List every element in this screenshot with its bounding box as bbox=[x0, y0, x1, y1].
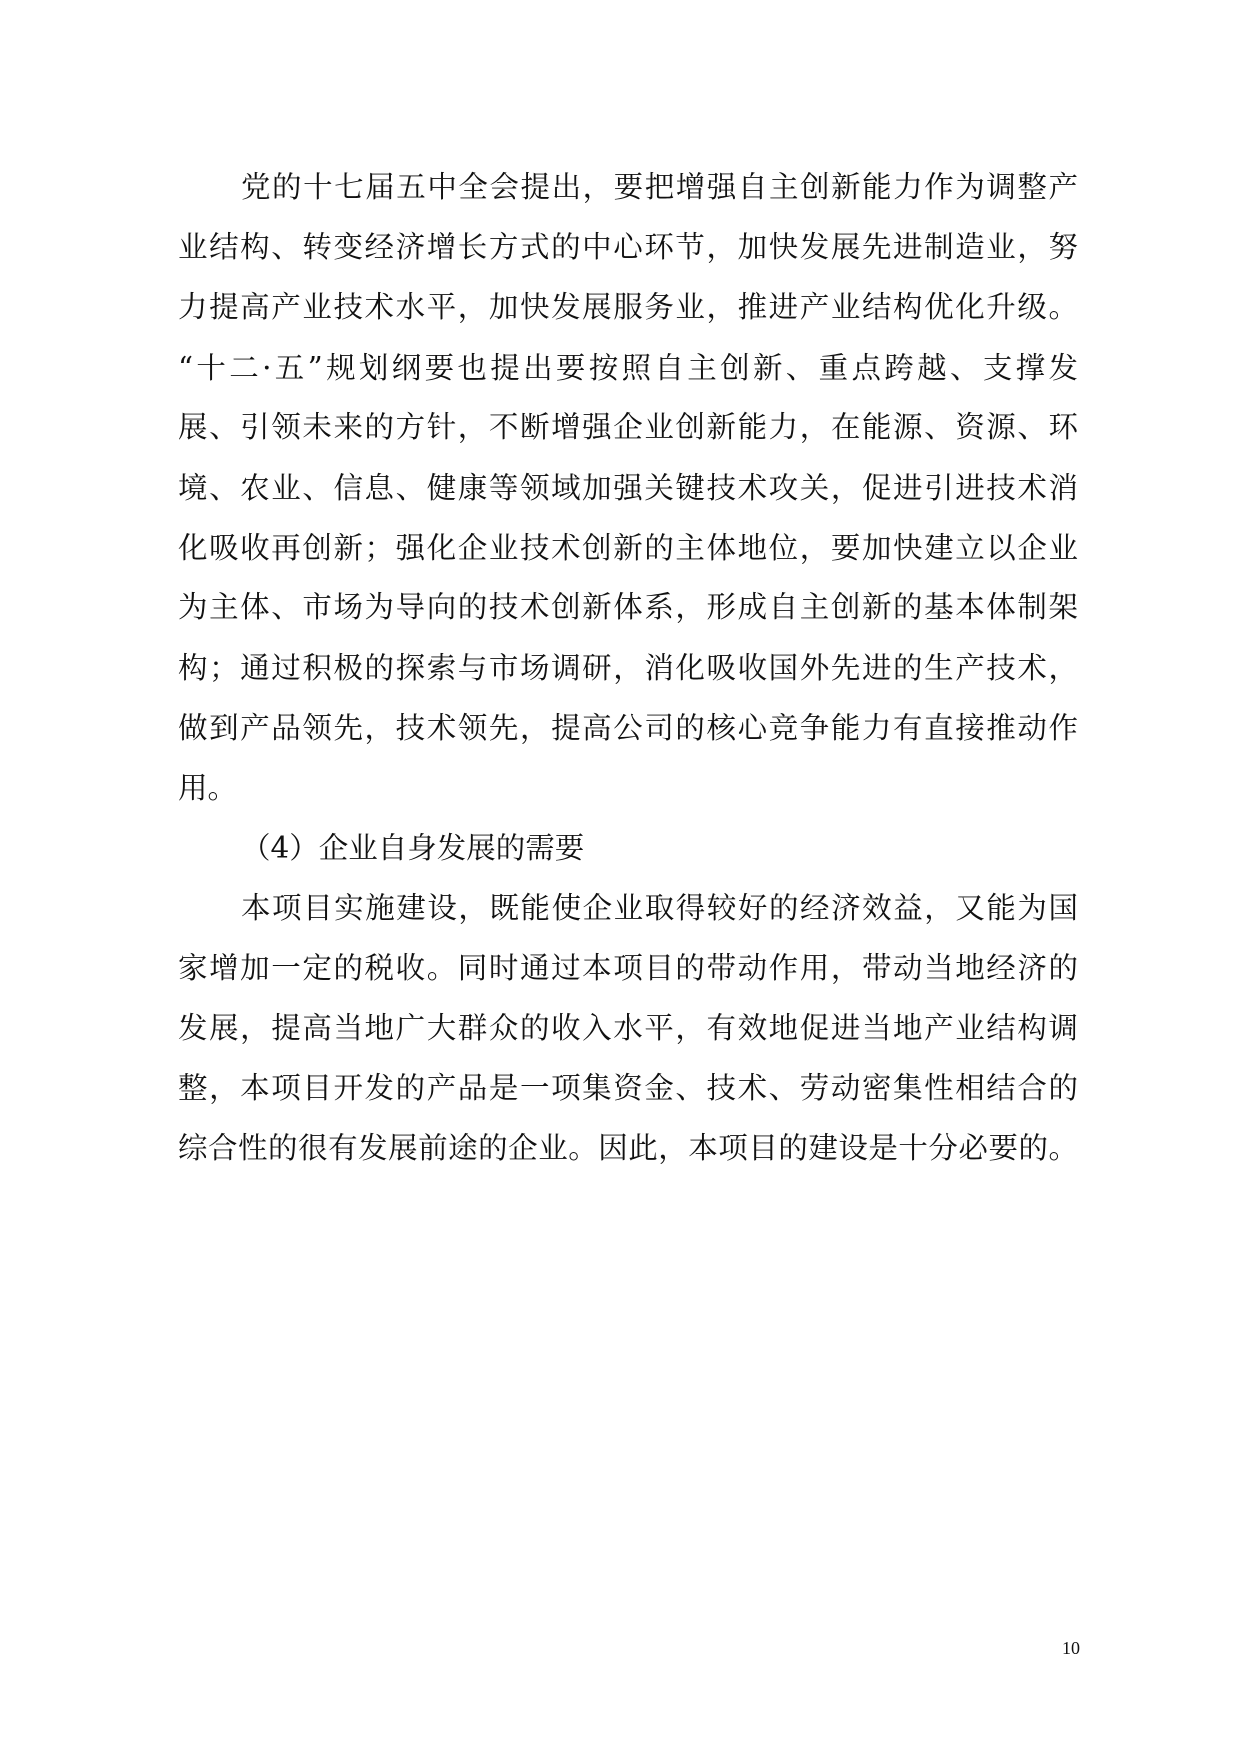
paragraph-1-line-9: 构；通过积极的探索与市场调研，消化吸收国外先进的生产技术， bbox=[178, 651, 1078, 685]
paragraph-2-line-1: 本项目实施建设，既能使企业取得较好的经济效益，又能为国 bbox=[241, 891, 1078, 925]
paragraph-2-line-4: 整，本项目开发的产品是一项集资金、技术、劳动密集性相结合的 bbox=[178, 1071, 1078, 1105]
paragraph-1-line-3: 力提高产业技术水平，加快发展服务业，推进产业结构优化升级。 bbox=[178, 290, 1078, 324]
paragraph-1-line-4: “十二·五”规划纲要也提出要按照自主创新、重点跨越、支撑发 bbox=[178, 351, 1078, 385]
page-number: 10 bbox=[1062, 1638, 1080, 1658]
paragraph-1-line-2: 业结构、转变经济增长方式的中心环节，加快发展先进制造业，努 bbox=[178, 230, 1078, 264]
paragraph-2-line-3: 发展，提高当地广大群众的收入水平，有效地促进当地产业结构调 bbox=[178, 1011, 1078, 1045]
paragraph-1-line-11: 用。 bbox=[178, 771, 238, 805]
section-heading: （4）企业自身发展的需要 bbox=[241, 831, 585, 865]
paragraph-1-line-7: 化吸收再创新；强化企业技术创新的主体地位，要加快建立以企业 bbox=[178, 531, 1078, 565]
paragraph-1-line-6: 境、农业、信息、健康等领域加强关键技术攻关，促进引进技术消 bbox=[178, 471, 1078, 505]
paragraph-1-line-10: 做到产品领先，技术领先，提高公司的核心竞争能力有直接推动作 bbox=[178, 711, 1078, 745]
paragraph-1-line-1: 党的十七届五中全会提出，要把增强自主创新能力作为调整产 bbox=[241, 170, 1078, 204]
paragraph-1-line-5: 展、引领未来的方针，不断增强企业创新能力，在能源、资源、环 bbox=[178, 410, 1078, 444]
paragraph-2-line-2: 家增加一定的税收。同时通过本项目的带动作用，带动当地经济的 bbox=[178, 951, 1078, 985]
paragraph-1-line-8: 为主体、市场为导向的技术创新体系，形成自主创新的基本体制架 bbox=[178, 590, 1078, 624]
paragraph-2-line-5: 综合性的很有发展前途的企业。因此，本项目的建设是十分必要的。 bbox=[178, 1131, 1078, 1165]
